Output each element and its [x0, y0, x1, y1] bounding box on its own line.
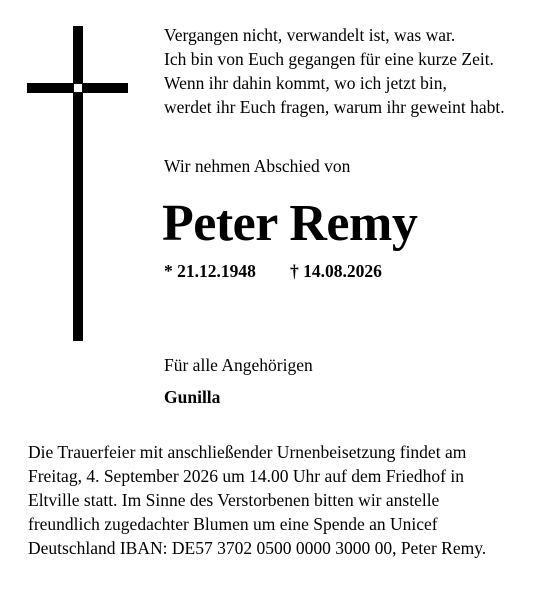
service-line: Die Trauerfeier mit anschließender Urnenbeisetzung findet am — [28, 442, 467, 462]
service-details — [28, 440, 528, 560]
farewell-intro: Wir nehmen Abschied von — [164, 156, 351, 176]
birth-date: * 21.12.1948 — [164, 261, 256, 281]
service-line: Freitag, 4. September 2026 um 14.00 Uhr auf dem Friedhof in — [28, 466, 464, 486]
service-line: Eltville statt. Im Sinne des Verstorbenen bitten wir anstelle — [28, 490, 440, 510]
cross-vertical-bar — [73, 26, 83, 341]
service-line: Deutschland IBAN: DE57 3702 0500 0000 3000 00, Peter Remy. — [28, 538, 487, 558]
poem-line: Ich bin von Euch gegangen für eine kurze Zeit. — [164, 49, 494, 69]
family-name: Gunilla — [164, 387, 221, 407]
deceased-name: Peter Remy — [162, 195, 418, 252]
poem-line: Vergangen nicht, verwandelt ist, was war. — [164, 25, 456, 45]
service-line: freundlich zugedachter Blumen um eine Spende an Unicef — [28, 514, 438, 534]
family-label: Für alle Angehörigen — [164, 355, 313, 375]
poem-line: werdet ihr Euch fragen, warum ihr geweint habt. — [164, 97, 505, 117]
poem — [164, 23, 544, 119]
life-dates — [164, 259, 382, 283]
cross-center-mark — [74, 84, 82, 92]
death-date: † 14.08.2026 — [290, 261, 382, 281]
poem-line: Wenn ihr dahin kommt, wo ich jetzt bin, — [164, 73, 447, 93]
